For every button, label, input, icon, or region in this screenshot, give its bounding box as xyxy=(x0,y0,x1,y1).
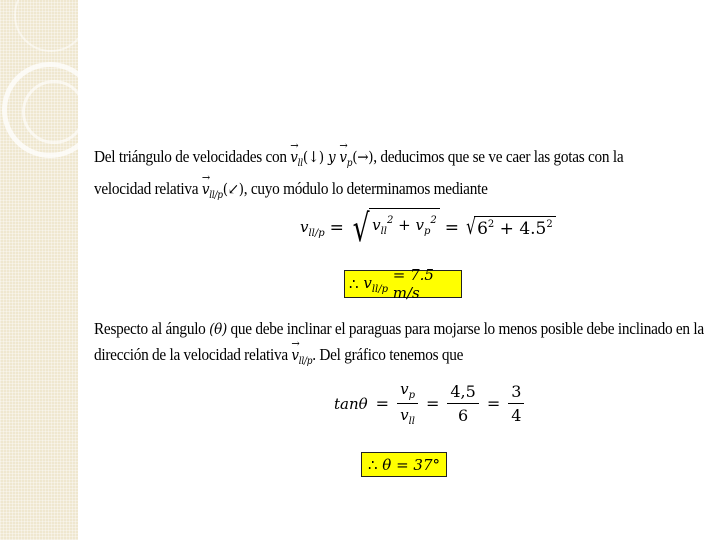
text: y xyxy=(327,148,340,166)
text: . Del gráfico tenemos que xyxy=(312,345,464,364)
paragraph-umbrella-angle xyxy=(94,316,706,374)
equation-magnitude: $v_{ll/p}$ = √ $v_{ll}^2 + v_p^2$ = √ $6^2 + 4.5^2$ xyxy=(300,202,556,254)
equation-tangent: tanθ = $\frac{v_p}{v_{ll}}$ = $\frac{4,5}{6}$ = $\frac{3}{4}$ xyxy=(334,380,524,427)
result-angle-box: ∴ θ = 37° xyxy=(361,452,447,477)
decorative-side-strip xyxy=(0,0,78,540)
vector-v-ll: → $v_{ll}$ xyxy=(290,145,303,176)
vector-v-llp: → $v_{ll/p}$ xyxy=(202,177,223,208)
text: Respecto al ángulo xyxy=(94,319,210,338)
text: , cuyo módulo lo determinamos mediante xyxy=(243,179,488,198)
fraction: $\frac{3}{4}$ xyxy=(508,382,524,425)
text: que debe inclinar el paraguas para mojarse lo menos posible debe inclinado en la dirección de la velocidad relativa xyxy=(94,319,704,364)
fraction: $\frac{4,5}{6}$ xyxy=(447,382,478,425)
arrow-right-symbol: (→) xyxy=(352,148,374,166)
square-root: √ $v_{ll}^2 + v_p^2$ xyxy=(349,208,440,248)
result-velocity-box: ∴ $v_{ll/p}$ = 7.5 m/s xyxy=(344,270,462,298)
vector-v-llp: → $v_{ll/p}$ xyxy=(291,343,312,374)
decorative-ring xyxy=(22,80,86,144)
fraction: $\frac{v_p}{v_{ll}}$ xyxy=(397,380,418,427)
arrow-down-symbol: (↓) xyxy=(302,148,328,166)
arrow-diagonal-symbol: (↙) xyxy=(222,180,244,198)
text: , deducimos que se ve caer las gotas con la velocidad relativa xyxy=(94,147,624,198)
paragraph-velocity-triangle xyxy=(94,144,670,208)
text: Del triángulo de velocidades con xyxy=(94,147,291,166)
square-root-numeric: √ $6^2 + 4.5^2$ xyxy=(464,216,556,240)
theta-symbol: (θ) xyxy=(209,320,227,338)
decorative-ring xyxy=(14,0,88,52)
vector-v-p: → $v_p$ xyxy=(339,145,352,176)
